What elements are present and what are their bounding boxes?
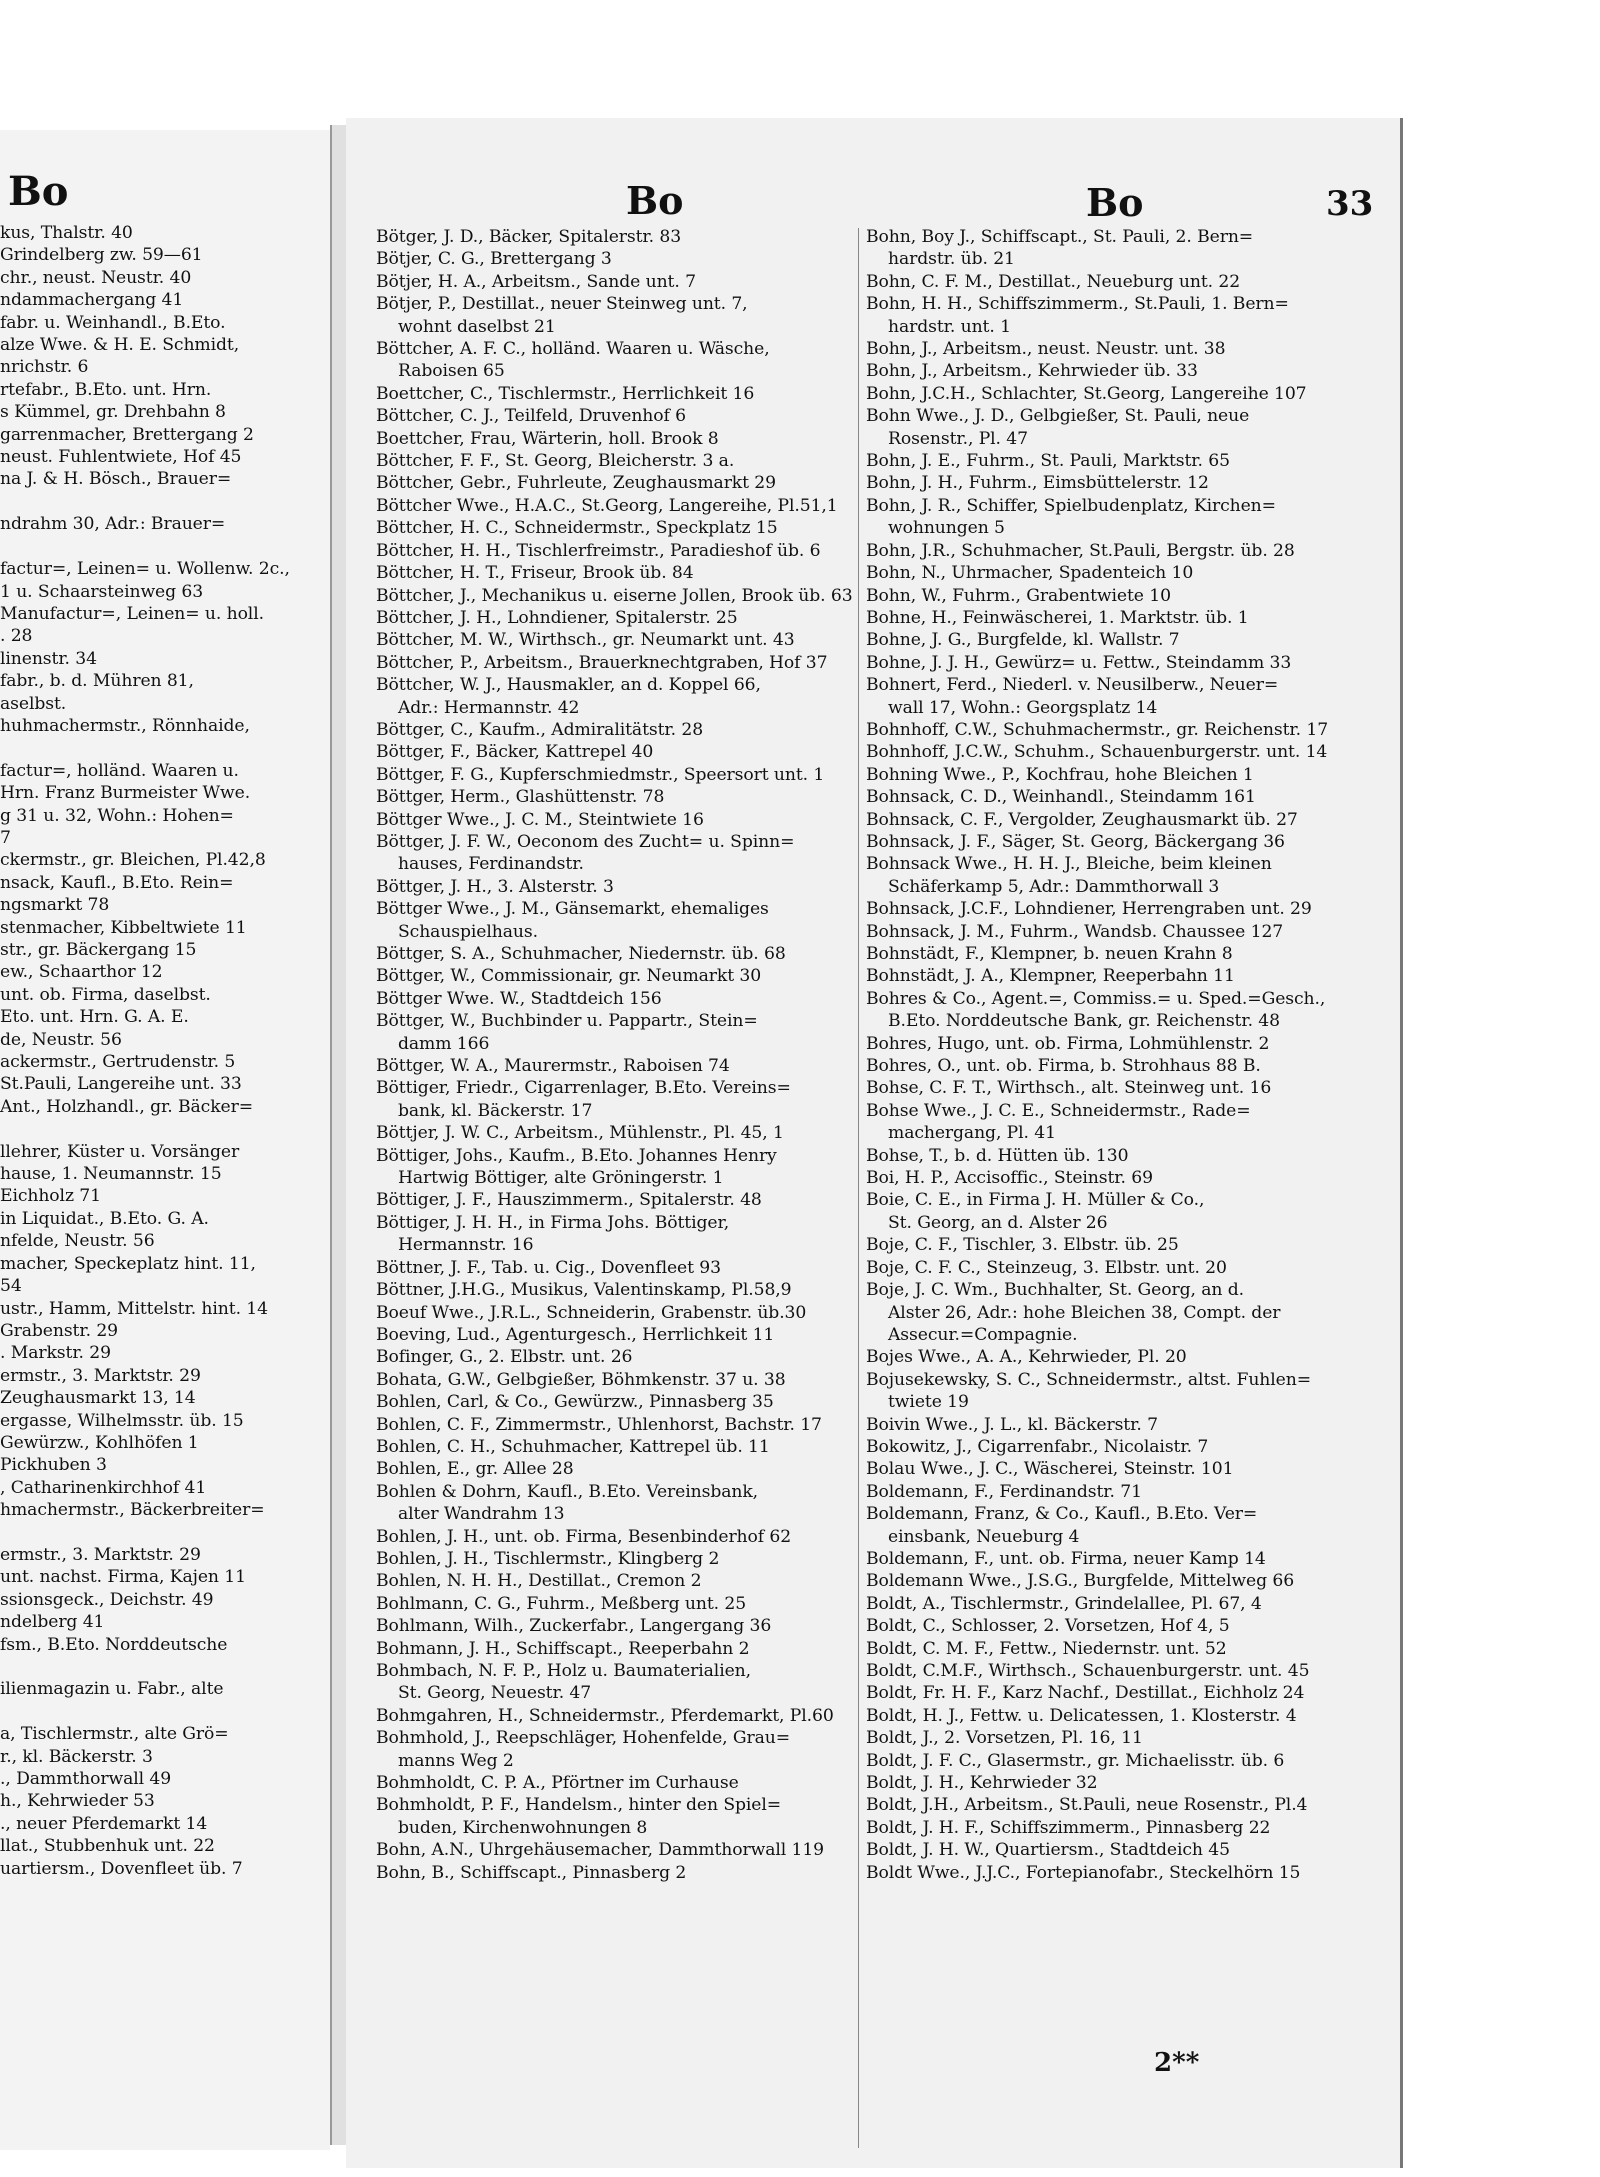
directory-entry: Böttner, J. F., Tab. u. Cig., Dovenfleet 93	[376, 1257, 721, 1278]
directory-entry-continuation: Schäferkamp 5, Adr.: Dammthorwall 3	[888, 876, 1220, 897]
directory-entry: Bohlen, J. H., unt. ob. Firma, Besenbinderhof 62	[376, 1526, 792, 1547]
directory-entry: Böttger, S. A., Schuhmacher, Niedernstr. üb. 68	[376, 944, 786, 964]
directory-entry: Böttcher, P., Arbeitsm., Brauerknechtgraben, Hof 37	[376, 652, 828, 673]
left-fragment-line: ndrahm 30, Adr.: Brauer=	[0, 514, 226, 535]
directory-entry: Böttger, J. H., 3. Alsterstr. 3	[376, 876, 614, 897]
directory-entry: Böttcher, H. C., Schneidermstr., Speckplatz 15	[376, 518, 778, 539]
left-fragment-line: ngsmarkt 78	[0, 895, 110, 916]
left-fragment-line: St.Pauli, Langereihe unt. 33	[0, 1074, 242, 1095]
directory-entry: Bohn, W., Fuhrm., Grabentwiete 10	[866, 585, 1171, 606]
left-fragment-line: chr., neust. Neustr. 40	[0, 267, 192, 288]
directory-entry: Bohn, J. R., Schiffer, Spielbudenplatz, Kirchen=	[866, 495, 1276, 516]
left-fragment-line: str., gr. Bäckergang 15	[0, 940, 197, 960]
left-fragment-line: ckermstr., gr. Bleichen, Pl.42,8	[0, 850, 266, 871]
left-fragment-line: kus, Thalstr. 40	[0, 223, 133, 243]
directory-entry: Böttiger, Friedr., Cigarrenlager, B.Eto. Vereins=	[376, 1078, 791, 1099]
directory-entry: Bohmbach, N. F. P., Holz u. Baumaterialien,	[376, 1661, 752, 1681]
directory-entry: Bohnstädt, F., Klempner, b. neuen Krahn 8	[866, 944, 1233, 964]
directory-entry: Boldt, J. H. F., Schiffszimmerm., Pinnasberg 22	[866, 1817, 1271, 1838]
directory-entry: Böttcher, M. W., Wirthsch., gr. Neumarkt unt. 43	[376, 630, 795, 651]
directory-entry-continuation: St. Georg, Neuestr. 47	[398, 1683, 592, 1704]
directory-entry: Böttger, C., Kaufm., Admiralitätstr. 28	[376, 719, 704, 740]
directory-entry: Bohlen, Carl, & Co., Gewürzw., Pinnasberg 35	[376, 1392, 774, 1413]
left-fragment-line: Manufactur=, Leinen= u. holl.	[0, 603, 264, 624]
left-fragment-line: Eto. unt. Hrn. G. A. E.	[0, 1007, 189, 1028]
directory-entry: Boldt, J. H., Kehrwieder 32	[866, 1773, 1098, 1794]
directory-entry: Bötjer, P., Destillat., neuer Steinweg unt. 7,	[376, 294, 748, 315]
directory-entry: Böttjer, J. W. C., Arbeitsm., Mühlenstr., Pl. 45, 1	[376, 1123, 784, 1144]
directory-entry: Bohres & Co., Agent.=, Commiss.= u. Sped.=Gesch.,	[866, 988, 1326, 1009]
directory-entry: Böttiger, J. H. H., in Firma Johs. Böttiger,	[376, 1212, 730, 1233]
directory-entry: Böttcher, J. H., Lohndiener, Spitalerstr. 25	[376, 607, 738, 628]
directory-entry: Böttger, W. A., Maurermstr., Raboisen 74	[376, 1056, 730, 1077]
left-fragment-line: . Markstr. 29	[0, 1343, 111, 1364]
directory-entry-continuation: Adr.: Hermannstr. 42	[398, 697, 580, 718]
left-fragment-line: Pickhuben 3	[0, 1455, 107, 1476]
directory-entry-continuation: B.Eto. Norddeutsche Bank, gr. Reichenstr. 48	[888, 1011, 1280, 1032]
left-fragment-line: Hrn. Franz Burmeister Wwe.	[0, 783, 251, 804]
left-fragment-line: nfelde, Neustr. 56	[0, 1231, 155, 1252]
directory-entry: Bohse Wwe., J. C. E., Schneidermstr., Rade=	[866, 1100, 1251, 1121]
directory-entry: Bohn, N., Uhrmacher, Spadenteich 10	[866, 563, 1194, 584]
left-fragment-line	[0, 491, 330, 513]
directory-entry-continuation: hauses, Ferdinandstr.	[398, 854, 584, 875]
directory-entry-continuation: damm 166	[398, 1033, 490, 1054]
directory-entry: Bohlen, C. H., Schuhmacher, Kattrepel üb. 11	[376, 1436, 770, 1457]
directory-entry-continuation: Rosenstr., Pl. 47	[888, 428, 1028, 449]
directory-entry: Bohlmann, Wilh., Zuckerfabr., Langergang 36	[376, 1616, 772, 1637]
left-fragment-line	[0, 536, 330, 558]
directory-entry: Boldt, H. J., Fettw. u. Delicatessen, 1. Klosterstr. 4	[866, 1705, 1297, 1726]
directory-entry: Boeving, Lud., Agenturgesch., Herrlichkeit 11	[376, 1324, 775, 1345]
directory-entry: Bötger, J. D., Bäcker, Spitalerstr. 83	[376, 227, 682, 247]
left-fragment-line: Zeughausmarkt 13, 14	[0, 1388, 196, 1409]
left-fragment-line: de, Neustr. 56	[0, 1029, 122, 1050]
directory-entry: Boi, H. P., Accisoffic., Steinstr. 69	[866, 1168, 1153, 1189]
directory-entry: Böttger Wwe., J. C. M., Steintwiete 16	[376, 809, 704, 830]
left-fragment-line: ilienmagazin u. Fabr., alte	[0, 1679, 224, 1700]
directory-entry: Bohn, H. H., Schiffszimmerm., St.Pauli, 1. Bern=	[866, 294, 1289, 315]
left-fragment-line: garrenmacher, Brettergang 2	[0, 424, 254, 445]
directory-entry-continuation: Assecur.=Compagnie.	[888, 1324, 1078, 1345]
directory-entry: Bohmhold, J., Reepschläger, Hohenfelde, Grau=	[376, 1728, 791, 1749]
left-fragment-line: llat., Stubbenhuk unt. 22	[0, 1836, 215, 1857]
left-fragment-line: 7	[0, 827, 11, 848]
directory-entry: Boettcher, Frau, Wärterin, holl. Brook 8	[376, 428, 719, 449]
left-fragment-line	[0, 1656, 330, 1678]
left-fragment-line: a, Tischlermstr., alte Grö=	[0, 1724, 229, 1745]
left-fragment-line: fabr. u. Weinhandl., B.Eto.	[0, 312, 226, 333]
left-fragment-line: h., Kehrwieder 53	[0, 1791, 155, 1812]
directory-entry: Bohnsack Wwe., H. H. J., Bleiche, beim kleinen	[866, 854, 1272, 875]
left-fragment-line: unt. nachst. Firma, Kajen 11	[0, 1567, 246, 1588]
left-fragment-line: Ant., Holzhandl., gr. Bäcker=	[0, 1096, 254, 1117]
left-fragment-line: ssionsgeck., Deichstr. 49	[0, 1589, 214, 1610]
left-fragment-line: ergasse, Wilhelmsstr. üb. 15	[0, 1410, 244, 1431]
directory-entry: Bohn, J. E., Fuhrm., St. Pauli, Marktstr. 65	[866, 451, 1230, 472]
directory-entry-continuation: bank, kl. Bäckerstr. 17	[398, 1100, 593, 1121]
directory-entry: Boldemann Wwe., J.S.G., Burgfelde, Mittelweg 66	[866, 1571, 1295, 1592]
directory-entry: Bohnsack, J.C.F., Lohndiener, Herrengraben unt. 29	[866, 899, 1312, 920]
left-fragment-line: g 31 u. 32, Wohn.: Hohen=	[0, 805, 234, 826]
directory-entry: Böttger, Herm., Glashüttenstr. 78	[376, 787, 665, 808]
left-fragment-line: unt. ob. Firma, daselbst.	[0, 984, 211, 1005]
left-fragment-line: macher, Speckeplatz hint. 11,	[0, 1253, 256, 1274]
directory-entry: Bohne, H., Feinwäscherei, 1. Marktstr. üb. 1	[866, 607, 1249, 628]
directory-entry: Boldemann, F., Ferdinandstr. 71	[866, 1481, 1142, 1502]
left-fragment-line: ermstr., 3. Marktstr. 29	[0, 1365, 201, 1386]
directory-entry: Bohn, J.R., Schuhmacher, St.Pauli, Bergstr. üb. 28	[866, 540, 1295, 561]
directory-entry-continuation: Hartwig Böttiger, alte Gröningerstr. 1	[398, 1168, 724, 1189]
directory-entry: Bohmgahren, H., Schneidermstr., Pferdemarkt, Pl.60	[376, 1705, 834, 1726]
left-fragment-line: ackermstr., Gertrudenstr. 5	[0, 1052, 236, 1073]
directory-entry: Böttger, F. G., Kupferschmiedmstr., Speersort unt. 1	[376, 764, 825, 785]
left-fragment-line: neust. Fuhlentwiete, Hof 45	[0, 447, 242, 468]
directory-entry: Bohnhoff, J.C.W., Schuhm., Schauenburgerstr. unt. 14	[866, 742, 1328, 763]
directory-entry: Bohnsack, J. F., Säger, St. Georg, Bäckergang 36	[866, 831, 1285, 852]
left-fragment-line: hmachermstr., Bäckerbreiter=	[0, 1500, 265, 1521]
directory-entry: Bohnstädt, J. A., Klempner, Reeperbahn 11	[866, 966, 1235, 987]
directory-entry: Boldt, C. M. F., Fettw., Niedernstr. unt. 52	[866, 1638, 1227, 1659]
left-fragment-line: s Kümmel, gr. Drehbahn 8	[0, 402, 226, 423]
directory-entry: Böttcher, H. H., Tischlerfreimstr., Paradieshof üb. 6	[376, 540, 821, 561]
directory-entry: Böttger, W., Buchbinder u. Pappartr., Stein=	[376, 1011, 758, 1032]
signature-mark: 2**	[1154, 2048, 1200, 2078]
left-fragment-line: huhmachermstr., Rönnhaide,	[0, 715, 250, 736]
directory-entry-continuation: Alster 26, Adr.: hohe Bleichen 38, Compt. der	[888, 1302, 1281, 1323]
directory-entry: Boldt, C., Schlosser, 2. Vorsetzen, Hof 4, 5	[866, 1616, 1230, 1637]
directory-column-left	[376, 226, 896, 1884]
directory-entry: Bohlen, J. H., Tischlermstr., Klingberg 2	[376, 1548, 720, 1569]
left-fragment-line: , Catharinenkirchhof 41	[0, 1477, 207, 1498]
left-fragment-line: factur=, Leinen= u. Wollenw. 2c.,	[0, 559, 290, 580]
directory-entry: Böttcher, F. F., St. Georg, Bleicherstr. 3 a.	[376, 451, 735, 472]
directory-entry-continuation: wohnt daselbst 21	[398, 316, 556, 337]
directory-entry: Boeuf Wwe., J.R.L., Schneiderin, Grabenstr. üb.30	[376, 1302, 807, 1323]
directory-entry: Bohne, J. G., Burgfelde, kl. Wallstr. 7	[866, 630, 1180, 651]
directory-entry: Bohning Wwe., P., Kochfrau, hohe Bleichen 1	[866, 764, 1254, 785]
column-header-right: Bo	[1086, 180, 1144, 225]
left-page-lines	[0, 222, 330, 1880]
left-fragment-line: aselbst.	[0, 693, 67, 714]
directory-entry: Boldt, Fr. H. F., Karz Nachf., Destillat., Eichholz 24	[866, 1683, 1305, 1704]
directory-entry: Böttiger, Johs., Kaufm., B.Eto. Johannes Henry	[376, 1145, 777, 1166]
directory-entry: Bojusekewsky, S. C., Schneidermstr., altst. Fuhlen=	[866, 1369, 1312, 1390]
directory-entry: Böttger Wwe., J. M., Gänsemarkt, ehemaliges	[376, 899, 769, 920]
directory-entry: Bohlmann, C. G., Fuhrm., Meßberg unt. 25	[376, 1593, 747, 1614]
left-fragment-line	[0, 737, 330, 759]
directory-entry: Bohne, J. J. H., Gewürz= u. Fettw., Steindamm 33	[866, 652, 1292, 673]
left-fragment-line: fsm., B.Eto. Norddeutsche	[0, 1634, 228, 1655]
left-fragment-line: ew., Schaarthor 12	[0, 962, 163, 983]
directory-entry: Bohn, A.N., Uhrgehäusemacher, Dammthorwall 119	[376, 1840, 825, 1861]
directory-entry: Bohn, B., Schiffscapt., Pinnasberg 2	[376, 1862, 687, 1883]
directory-entry: Bohata, G.W., Gelbgießer, Böhmkenstr. 37 u. 38	[376, 1369, 786, 1390]
directory-entry: Boldt, J.H., Arbeitsm., St.Pauli, neue Rosenstr., Pl.4	[866, 1795, 1308, 1816]
directory-entry: Böttner, J.H.G., Musikus, Valentinskamp, Pl.58,9	[376, 1280, 792, 1301]
directory-entry: Böttcher Wwe., H.A.C., St.Georg, Langereihe, Pl.51,1	[376, 495, 838, 516]
directory-entry-continuation: St. Georg, an d. Alster 26	[888, 1212, 1108, 1233]
left-fragment-line: ., neuer Pferdemarkt 14	[0, 1813, 208, 1834]
directory-entry: Böttiger, J. F., Hauszimmerm., Spitalerstr. 48	[376, 1190, 762, 1211]
left-fragment-line: nsack, Kaufl., B.Eto. Rein=	[0, 872, 234, 893]
directory-entry: Bohnhoff, C.W., Schuhmachermstr., gr. Reichenstr. 17	[866, 719, 1329, 740]
left-fragment-line: uartiersm., Dovenfleet üb. 7	[0, 1858, 243, 1879]
left-fragment-line: 54	[0, 1276, 22, 1297]
directory-entry: Boettcher, C., Tischlermstr., Herrlichkeit 16	[376, 383, 755, 404]
directory-entry: Boldt, A., Tischlermstr., Grindelallee, Pl. 67, 4	[866, 1593, 1262, 1614]
directory-entry-continuation: alter Wandrahm 13	[398, 1504, 565, 1525]
directory-entry: Böttger Wwe. W., Stadtdeich 156	[376, 988, 662, 1009]
directory-entry: Bohn, Boy J., Schiffscapt., St. Pauli, 2. Bern=	[866, 227, 1254, 247]
left-fragment-line	[0, 1701, 330, 1723]
directory-entry: Bohnsack, C. F., Vergolder, Zeughausmarkt üb. 27	[866, 809, 1298, 830]
directory-entry: Boje, C. F. C., Steinzeug, 3. Elbstr. unt. 20	[866, 1257, 1227, 1278]
directory-entry-continuation: einsbank, Neueburg 4	[888, 1526, 1080, 1547]
directory-entry: Bohres, O., unt. ob. Firma, b. Strohhaus 88 B.	[866, 1056, 1261, 1077]
directory-entry: Bohse, T., b. d. Hütten üb. 130	[866, 1145, 1129, 1166]
directory-entry: Bofinger, G., 2. Elbstr. unt. 26	[376, 1347, 633, 1368]
directory-entry: Bötjer, H. A., Arbeitsm., Sande unt. 7	[376, 271, 696, 292]
directory-entry: Böttcher, W. J., Hausmakler, an d. Koppel 66,	[376, 675, 761, 696]
directory-entry: Bohmann, J. H., Schiffscapt., Reeperbahn 2	[376, 1638, 750, 1659]
directory-entry: Böttcher, Gebr., Fuhrleute, Zeughausmarkt 29	[376, 473, 776, 494]
left-fragment-line: ermstr., 3. Marktstr. 29	[0, 1544, 201, 1565]
directory-entry: Böttger, F., Bäcker, Kattrepel 40	[376, 742, 654, 763]
directory-entry: Bötjer, C. G., Brettergang 3	[376, 249, 612, 270]
directory-column-right	[866, 226, 1378, 1884]
directory-entry: Bohnsack, J. M., Fuhrm., Wandsb. Chaussee 127	[866, 921, 1284, 942]
directory-entry: Bohse, C. F. T., Wirthsch., alt. Steinweg unt. 16	[866, 1078, 1272, 1099]
directory-entry-continuation: wohnungen 5	[888, 518, 1005, 539]
right-page	[346, 118, 1403, 2168]
left-fragment-line: 1 u. Schaarsteinweg 63	[0, 581, 204, 602]
directory-entry: Böttger, J. F. W., Oeconom des Zucht= u. Spinn=	[376, 831, 795, 852]
directory-entry: Bohmholdt, P. F., Handelsm., hinter den Spiel=	[376, 1795, 782, 1816]
left-fragment-line: r., kl. Bäckerstr. 3	[0, 1746, 153, 1767]
directory-entry: Bohmholdt, C. P. A., Pförtner im Curhause	[376, 1773, 739, 1794]
directory-entry: Bojes Wwe., A. A., Kehrwieder, Pl. 20	[866, 1347, 1187, 1368]
directory-entry: Bohres, Hugo, unt. ob. Firma, Lohmühlenstr. 2	[866, 1033, 1270, 1054]
left-fragment-line: Grindelberg zw. 59—61	[0, 245, 203, 266]
page-number: 33	[1326, 184, 1374, 224]
directory-entry-continuation: machergang, Pl. 41	[888, 1123, 1056, 1144]
left-fragment-line: llehrer, Küster u. Vorsänger	[0, 1141, 240, 1162]
column-divider	[858, 228, 859, 2148]
directory-entry: Boldemann, F., unt. ob. Firma, neuer Kamp 14	[866, 1548, 1266, 1569]
column-header-left: Bo	[626, 178, 684, 223]
left-fragment-line: alze Wwe. & H. E. Schmidt,	[0, 335, 240, 356]
left-fragment-line: Grabenstr. 29	[0, 1320, 118, 1341]
left-fragment-line: linenstr. 34	[0, 648, 97, 669]
directory-entry: Bohn, J. H., Fuhrm., Eimsbüttelerstr. 12	[866, 473, 1209, 494]
directory-entry-continuation: buden, Kirchenwohnungen 8	[398, 1817, 648, 1838]
directory-entry: Bohn, J.C.H., Schlachter, St.Georg, Langereihe 107	[866, 383, 1307, 404]
directory-entry: Bolau Wwe., J. C., Wäscherei, Steinstr. 101	[866, 1459, 1234, 1480]
directory-entry-continuation: hardstr. unt. 1	[888, 316, 1011, 337]
directory-entry: Bohlen, N. H. H., Destillat., Cremon 2	[376, 1571, 702, 1592]
directory-entry-continuation: Hermannstr. 16	[398, 1235, 534, 1256]
left-fragment-line: ndelberg 41	[0, 1612, 105, 1633]
directory-entry: Bohn, C. F. M., Destillat., Neueburg unt. 22	[866, 271, 1241, 292]
directory-entry: Bohlen & Dohrn, Kaufl., B.Eto. Vereinsbank,	[376, 1481, 759, 1502]
directory-entry: Boldt, J. H. W., Quartiersm., Stadtdeich 45	[866, 1840, 1230, 1861]
directory-entry-continuation: hardstr. üb. 21	[888, 249, 1015, 270]
left-fragment-line: fabr., b. d. Mühren 81,	[0, 671, 194, 692]
directory-entry: Bokowitz, J., Cigarrenfabr., Nicolaistr. 7	[866, 1436, 1209, 1457]
directory-entry: Bohlen, C. F., Zimmermstr., Uhlenhorst, Bachstr. 17	[376, 1414, 822, 1435]
directory-entry: Bohnert, Ferd., Niederl. v. Neusilberw., Neuer=	[866, 675, 1279, 696]
left-fragment-line: Eichholz 71	[0, 1186, 101, 1207]
left-fragment-line: Gewürzw., Kohlhöfen 1	[0, 1432, 199, 1453]
directory-entry: Bohn, J., Arbeitsm., Kehrwieder üb. 33	[866, 361, 1198, 382]
left-page-fragment	[0, 130, 330, 2150]
directory-entry: Boie, C. E., in Firma J. H. Müller & Co.,	[866, 1190, 1205, 1211]
directory-entry: Bohn, J., Arbeitsm., neust. Neustr. unt. 38	[866, 339, 1226, 360]
directory-entry: Bohn Wwe., J. D., Gelbgießer, St. Pauli, neue	[866, 406, 1250, 427]
left-fragment-line: factur=, holländ. Waaren u.	[0, 760, 239, 781]
directory-entry: Bohnsack, C. D., Weinhandl., Steindamm 161	[866, 787, 1256, 808]
directory-entry: Boldt, J., 2. Vorsetzen, Pl. 16, 11	[866, 1728, 1143, 1749]
left-fragment-line: . 28	[0, 626, 33, 647]
directory-entry-continuation: Raboisen 65	[398, 361, 505, 382]
directory-entry: Boivin Wwe., J. L., kl. Bäckerstr. 7	[866, 1414, 1158, 1435]
directory-entry: Boje, J. C. Wm., Buchhalter, St. Georg, an d.	[866, 1280, 1244, 1301]
directory-entry: Boldt, J. F. C., Glasermstr., gr. Michaelisstr. üb. 6	[866, 1750, 1285, 1771]
left-page-header: Bo	[8, 168, 69, 215]
directory-entry: Boldt Wwe., J.J.C., Fortepianofabr., Steckelhörn 15	[866, 1862, 1301, 1883]
left-fragment-line: na J. & H. Bösch., Brauer=	[0, 469, 232, 490]
directory-entry: Böttcher, H. T., Friseur, Brook üb. 84	[376, 563, 694, 584]
left-fragment-line: ndammachergang 41	[0, 290, 184, 311]
directory-entry-continuation: wall 17, Wohn.: Georgsplatz 14	[888, 697, 1158, 718]
directory-entry-continuation: Schauspielhaus.	[398, 921, 538, 942]
left-fragment-line	[0, 1522, 330, 1544]
directory-entry-continuation: manns Weg 2	[398, 1750, 514, 1771]
directory-entry: Böttcher, A. F. C., holländ. Waaren u. Wäsche,	[376, 339, 770, 360]
directory-entry: Bohlen, E., gr. Allee 28	[376, 1459, 574, 1480]
directory-entry-continuation: twiete 19	[888, 1392, 969, 1413]
left-fragment-line: stenmacher, Kibbeltwiete 11	[0, 917, 247, 938]
left-fragment-line: nrichstr. 6	[0, 357, 89, 378]
directory-entry: Boje, C. F., Tischler, 3. Elbstr. üb. 25	[866, 1235, 1179, 1256]
directory-entry: Boldemann, Franz, & Co., Kaufl., B.Eto. Ver=	[866, 1504, 1258, 1525]
directory-entry: Böttcher, C. J., Teilfeld, Druvenhof 6	[376, 406, 686, 427]
left-fragment-line: rtefabr., B.Eto. unt. Hrn.	[0, 379, 212, 400]
left-fragment-line: ustr., Hamm, Mittelstr. hint. 14	[0, 1298, 268, 1319]
directory-entry: Böttger, W., Commissionair, gr. Neumarkt 30	[376, 966, 762, 987]
left-fragment-line: in Liquidat., B.Eto. G. A.	[0, 1208, 209, 1229]
left-fragment-line	[0, 1118, 330, 1140]
directory-entry: Böttcher, J., Mechanikus u. eiserne Jollen, Brook üb. 63	[376, 585, 853, 606]
left-fragment-line: hause, 1. Neumannstr. 15	[0, 1164, 222, 1185]
directory-entry: Boldt, C.M.F., Wirthsch., Schauenburgerstr. unt. 45	[866, 1661, 1310, 1681]
left-fragment-line: ., Dammthorwall 49	[0, 1769, 172, 1790]
